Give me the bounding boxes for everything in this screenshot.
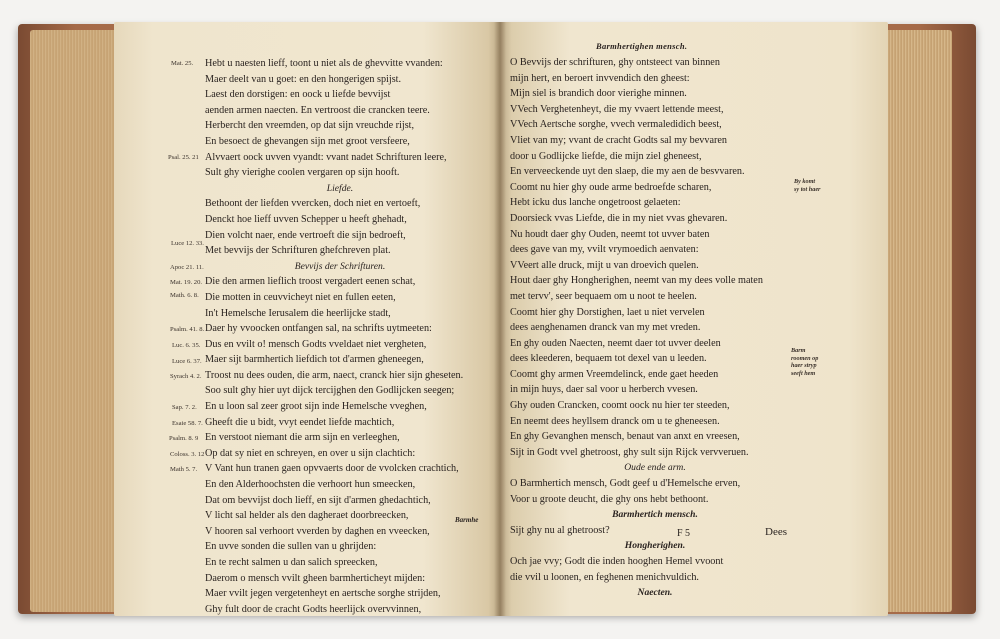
- speaker-heading: Oude ende arm.: [624, 462, 686, 474]
- text-line: En neemt dees heyllsem dranck om u te gheneesen.: [510, 415, 720, 427]
- text-line: In't Hemelsche Ierusalem die heerlijcke stadt,: [205, 307, 391, 319]
- text-line: Hout daer ghy Hongherighen, neemt van my dees volle maten: [510, 275, 763, 287]
- text-line: Och jae vvy; Godt die inden hooghen Hemel vvoont: [510, 556, 724, 567]
- text-line: Op dat sy niet en schreyen, en over u sijn clachtich:: [205, 447, 416, 459]
- text-line: dees kleederen, bequaem tot dexel van u leeden.: [510, 353, 707, 365]
- speaker-heading: Hongherighen.: [624, 540, 686, 552]
- margin-note: Psal. 25. 21: [168, 154, 199, 161]
- margin-note: Mat. 19. 20.: [170, 279, 203, 286]
- speaker-heading: Barmhertich mensch.: [612, 509, 698, 521]
- text-line: Daer hy vvoocken ontfangen sal, na schrifts uytmeeten:: [205, 323, 432, 335]
- text-line: VVech Aertsche sorghe, vvech vermaledidich beest,: [510, 119, 722, 131]
- text-line: En ghy Gevanghen mensch, benaut van anxt en vreesen,: [510, 431, 740, 443]
- text-line: Dus en vvilt o! mensch Godts vveldaet niet vergheten,: [205, 338, 427, 350]
- book-gutter: [494, 22, 506, 616]
- margin-note: Coloss. 3. 12: [170, 451, 205, 458]
- margin-note: Math. 6. 8.: [170, 292, 199, 299]
- text-line: Dien volcht naer, ende vertroeft die sijn bedroeft,: [205, 229, 406, 241]
- margin-note-mid: [791, 347, 818, 377]
- text-line: Coomt nu hier ghy oude arme bedroefde scharen,: [510, 181, 712, 193]
- text-line: Denckt hoe lieff uvven Schepper u heeft ghehadt,: [205, 213, 407, 225]
- margin-note-line: roomen op: [791, 354, 819, 362]
- text-line: En verveeckende uyt den slaep, die my aen de besvvaren.: [510, 166, 745, 178]
- text-line: Dat om bevvijst doch lieff, en sijt d'armen ghedachtich,: [205, 494, 431, 506]
- text-line: Doorsieck vvas Liefde, die in my niet vvas ghevaren.: [510, 212, 728, 224]
- text-line: Daerom o mensch vvilt gheen barmherticheyt mijden:: [205, 572, 426, 584]
- text-line: V Vant hun tranen gaen opvvaerts door de vvolcken crachtich,: [205, 463, 459, 475]
- right-page-text: [510, 55, 800, 601]
- text-line: Laest den dorstigen: en oock u liefde bevvijst: [205, 89, 391, 101]
- margin-note: Psalm. 8. 9: [169, 435, 199, 442]
- margin-note-line: seeft hem: [791, 369, 816, 377]
- signature-mark: F 5: [677, 528, 691, 539]
- text-line: En uvve sonden die sullen van u ghrijden:: [205, 541, 377, 553]
- margin-note-line: Barm: [791, 347, 806, 354]
- margin-note: Sap. 7. 2.: [172, 404, 197, 411]
- left-page-edges: [30, 30, 118, 612]
- text-line: Mijn siel is brandich door vierighe minnen.: [510, 88, 687, 100]
- text-line: VVeert alle druck, mijt u van droevich quelen.: [510, 259, 699, 271]
- margin-note-top: [794, 178, 820, 193]
- text-line: O Barmhertich mensch, Godt geef u d'Hemelsche erven,: [510, 478, 741, 490]
- text-line: Met bevvijs der Schrifturen ghefchreven plat.: [205, 245, 391, 257]
- text-line: V hooren sal verhoort vverden by daghen en vveecken,: [205, 525, 430, 537]
- margin-note: Math 5. 7.: [170, 466, 198, 473]
- margin-note: Mat. 25.: [171, 60, 194, 67]
- text-line: mijn hert, en beroert invvendich den gheest:: [510, 72, 690, 84]
- margin-note: Syrach 4. 2.: [170, 373, 202, 380]
- text-line: aenden armen naecten. En vertroost die crancken teere.: [205, 104, 430, 116]
- text-line: Coomt ghy armen Vreemdelinck, ende gaet heeden: [510, 368, 719, 380]
- text-line: Troost nu dees ouden, die arm, naect, cranck hier sijn gheseten.: [205, 369, 464, 381]
- text-line: Maer deelt van u goet: en den hongerigen spijst.: [205, 73, 402, 85]
- text-line: Sijt in Godt vvel ghetroost, ghy sult sijn Rijck vervveruen.: [510, 446, 749, 458]
- text-line: V licht sal helder als den dagheraet doorbreecken,: [205, 510, 409, 522]
- running-headline: Barmhertighen mensch.: [596, 41, 688, 51]
- text-line: Alvvaert oock uvven vyandt: vvant nadet Schrifturen leere,: [205, 151, 447, 163]
- text-line: Sijt ghy nu al ghetroost?: [510, 524, 610, 536]
- text-line: O Bevvijs der schrifturen, ghy ontsteect van binnen: [510, 57, 720, 68]
- text-line: Herbercht den vreemden, op dat sijn vreuchde rijst,: [205, 120, 415, 132]
- section-heading: Bevvijs der Schrifturen.: [294, 260, 386, 272]
- text-line: Nu houdt daer ghy Ouden, neemt tot uvver baten: [510, 228, 710, 240]
- margin-note: Esaie 58. 7.: [172, 420, 203, 427]
- text-line: Gheeft die u bidt, vvyt eendet liefde machtich,: [205, 416, 395, 428]
- text-line: Ghy fult door de cracht Godts heerlijck overvvinnen,: [205, 603, 422, 615]
- text-line: dees aenghenamen dranck van my met vreden.: [510, 322, 701, 334]
- text-line: Sult ghy vierighe coolen vergaren op sijn hooft.: [205, 167, 400, 179]
- section-heading: Liefde.: [326, 182, 354, 194]
- text-line: En besoect de ghevangen sijn met groot versfeere,: [205, 135, 410, 147]
- text-line: met tervv', seer bequaem om u noot te heelen.: [510, 290, 697, 302]
- right-page-edges: [884, 30, 952, 612]
- left-page-text: [205, 56, 475, 617]
- margin-note: Luce 12. 33.: [171, 240, 204, 247]
- text-line: Ghy ouden Crancken, coomt oock nu hier ter steeden,: [510, 400, 730, 412]
- text-line: En te recht salmen u dan salich spreecken,: [205, 557, 378, 568]
- text-line: door u Godlijcke liefde, die mijn ziel gheneest,: [510, 150, 702, 162]
- text-line: Hebt icku dus lanche ongetroost gelaeten:: [510, 197, 681, 209]
- text-line: En u loon sal zeer groot sijn inde Hemelsche vveghen,: [205, 401, 427, 413]
- right-catchword: Dees: [765, 526, 787, 538]
- text-line: Die motten in ceuvvicheyt niet en fullen eeten,: [205, 291, 396, 303]
- text-line: En den Alderhoochsten die verhoort hun smeecken,: [205, 479, 416, 491]
- text-line: Maer sijt barmhertich liefdich tot d'armen gheneegen,: [205, 354, 424, 366]
- margin-note-line: haer stryp: [791, 362, 817, 370]
- text-line: Hebt u naesten lieff, toont u niet als de ghevvitte vvanden:: [205, 58, 443, 69]
- text-line: in mijn huys, daer sal voor u herberch vvesen.: [510, 384, 698, 396]
- speaker-heading: Naecten.: [637, 587, 673, 599]
- margin-note: Psalm. 41. 8.: [170, 326, 205, 333]
- text-line: En ghy ouden Naecten, neemt daer tot uvver deelen: [510, 337, 721, 349]
- margin-note: Apoc 21. 11.: [170, 264, 204, 271]
- text-line: die vvil u loonen, en feghenen menichvuldich.: [510, 571, 699, 583]
- margin-note: Luc. 6. 35.: [172, 342, 201, 349]
- margin-note-line: By komt: [794, 178, 816, 185]
- text-line: Maer vvilt jegen vergetenheyt en aertsche sorghe strijden,: [205, 588, 441, 600]
- margin-note-line: sy tot haer: [794, 185, 821, 193]
- text-line: Coomt hier ghy Dorstighen, laet u niet vervelen: [510, 306, 705, 318]
- text-line: Bethoont der liefden vvercken, doch niet en vertoeft,: [205, 198, 421, 210]
- text-line: Die den armen lieflich troost vergadert eenen schat,: [205, 276, 416, 288]
- text-line: VVech Verghetenheyt, die my vvaert lettende meest,: [510, 103, 724, 115]
- left-catchword: Barmhe: [455, 516, 479, 524]
- text-line: dees gave van my, vvilt vrymoedich aenvaten:: [510, 244, 699, 256]
- text-line: Voor u groote deucht, die ghy ons hebt bethoont.: [510, 493, 709, 505]
- text-line: Soo sult ghy hier uyt dijck tercijghen den Godlijcken seegen;: [205, 385, 455, 397]
- text-line: En verstoot niemant die arm sijn en verleeghen,: [205, 432, 400, 444]
- margin-note: Luce 6. 37.: [172, 358, 202, 365]
- text-line: Vliet van my; vvant de cracht Godts sal my bevvaren: [510, 134, 727, 146]
